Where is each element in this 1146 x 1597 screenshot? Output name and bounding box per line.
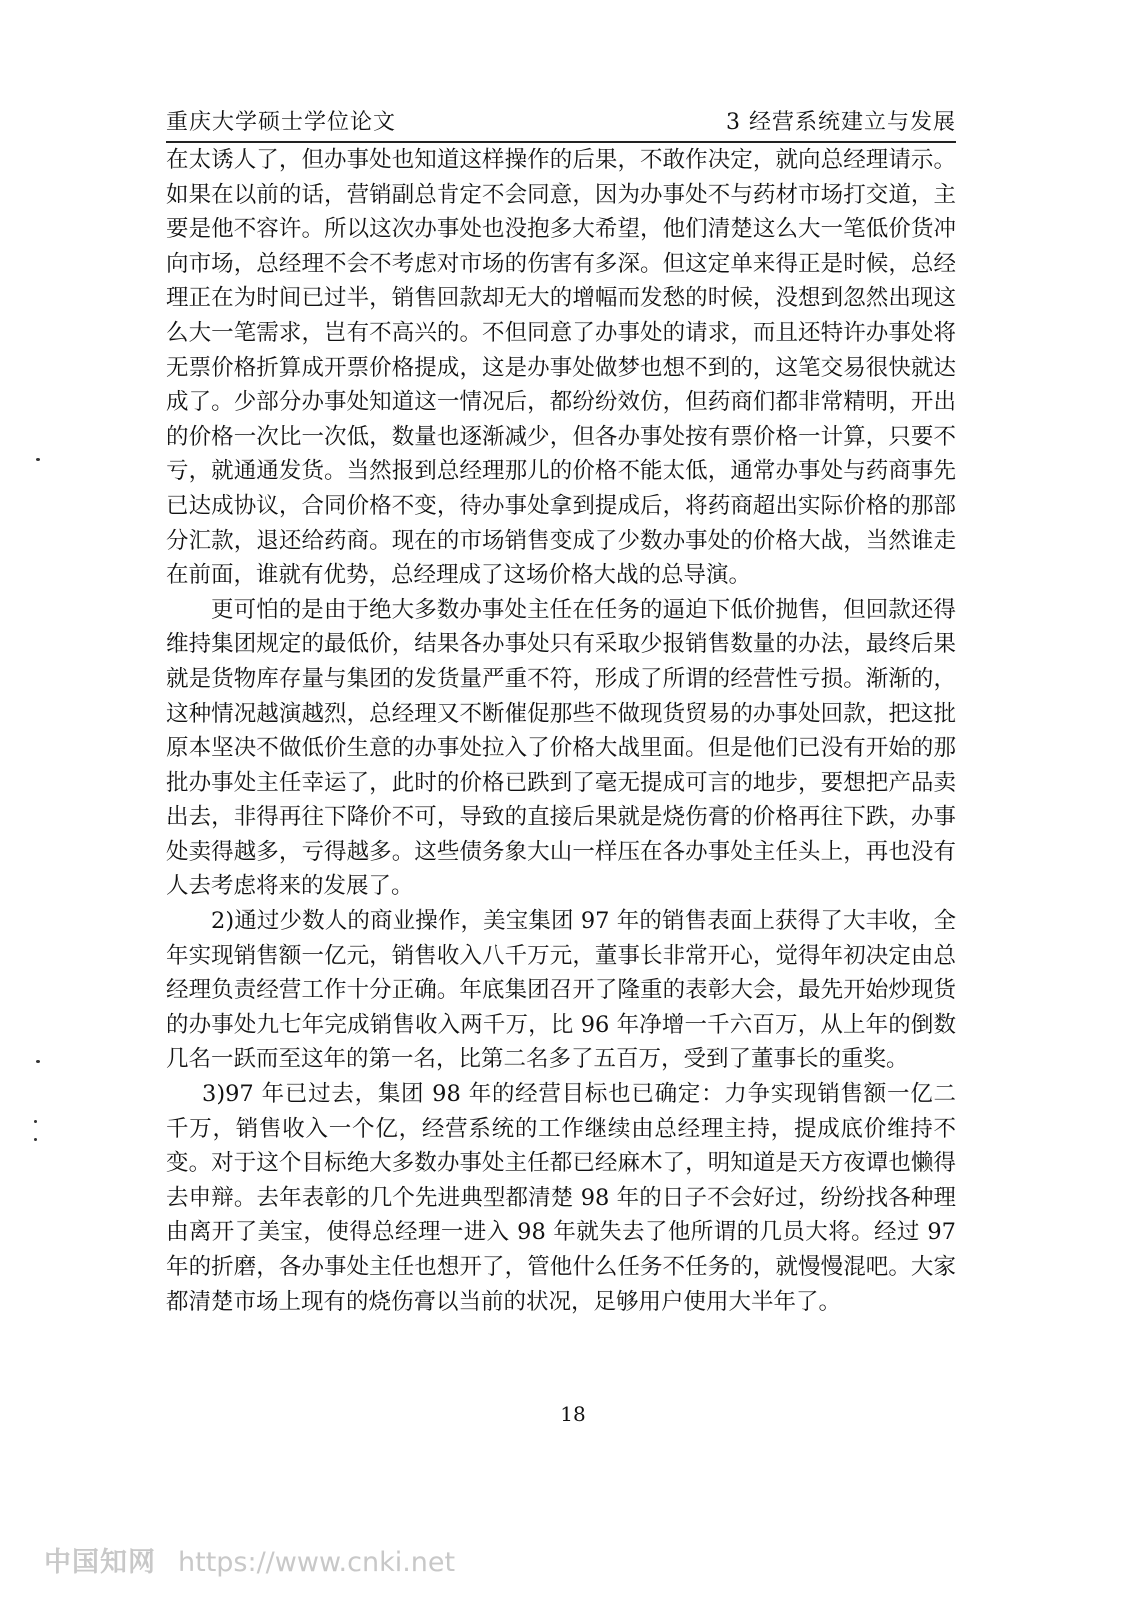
header-thesis-title: 重庆大学硕士学位论文 <box>166 110 397 135</box>
scan-speck <box>36 1060 40 1063</box>
paragraph: 在太诱人了，但办事处也知道这样操作的后果，不敢作决定，就向总经理请示。如果在以前的话，营销副总肯定不会同意，因为办事处不与药材市场打交道，主要是他不容许。所以这次办事处也没抱多大希望，他们清楚这么大一笔低价货冲向市场，总经理不会不考虑对市场的伤害有多深。但这定单来得正是时候，总经理正在为时间已过半，销售回款却无大的增幅而发愁的时候，没想到忽然出现这么大一笔需求，岂有不高兴的。不但同意了办事处的请求，而且还特许办事处将无票价格折算成开票价格提成，这是办事处做梦也想不到的，这笔交易很快就达成了。少部分办事处知道这一情况后，都纷纷效仿，但药商们都非常精明，开出的价格一次比一次低，数量也逐渐减少，但各办事处按有票价格一计算，只要不亏，就通通发货。当然报到总经理那儿的价格不能太低，通常办事处与药商事先已达成协议，合同价格不变，待办事处拿到提成后，将药商超出实际价格的那部分汇款，退还给药商。现在的市场销售变成了少数办事处的价格大战，当然谁走在前面，谁就有优势，总经理成了这场价格大战的总导演。 <box>166 147 956 589</box>
scan-speck <box>34 1138 37 1141</box>
body-text <box>166 143 956 1319</box>
paragraph: 2)通过少数人的商业操作，美宝集团 97 年的销售表面上获得了大丰收，全年实现销售额一亿元，销售收入八千万元，董事长非常开心，觉得年初决定由总经理负责经营工作十分正确。年底集团召开了隆重的表彰大会，最先开始炒现货的办事处九七年完成销售收入两千万，比 96 年净增一千六百万，从上年的倒数几名一跃而至这年的第一名，比第二名多了五百万，受到了董事长的重奖。 <box>166 908 956 1073</box>
paragraph: 更可怕的是由于绝大多数办事处主任在任务的逼迫下低价抛售，但回款还得维持集团规定的最低价，结果各办事处只有采取少报销售数量的办法，最终后果就是货物库存量与集团的发货量严重不符，形成了所谓的经营性亏损。渐渐的，这种情况越演越烈，总经理又不断催促那些不做现货贸易的办事处回款，把这批原本坚决不做低价生意的办事处拉入了价格大战里面。但是他们已没有开始的那批办事处主任幸运了，此时的价格已跌到了毫无提成可言的地步，要想把产品卖出去，非得再往下降价不可，导致的直接后果就是烧伤膏的价格再往下跌，办事处卖得越多，亏得越多。这些债务象大山一样压在各办事处主任头上，再也没有人去考虑将来的发展了。 <box>166 596 956 900</box>
running-header <box>166 101 956 143</box>
header-chapter-title: 3 经营系统建立与发展 <box>726 110 956 135</box>
watermark-logo: 中国知网 <box>44 1547 156 1578</box>
watermark-url: https://www.cnki.net <box>178 1547 456 1578</box>
page-number: 18 <box>560 1402 586 1426</box>
watermark <box>44 1540 455 1579</box>
scan-speck <box>36 458 40 461</box>
scan-speck <box>34 1120 37 1123</box>
paragraph: 3)97 年已过去，集团 98 年的经营目标也已确定：力争实现销售额一亿二千万，销售收入一个亿，经营系统的工作继续由总经理主持，提成底价维持不变。对于这个目标绝大多数办事处主任都已经麻木了，明知道是天方夜谭也懒得去申辩。去年表彰的几个先进典型都清楚 98 年的日子不会好过，纷纷找各种理由离开了美宝，使得总经理一进入 98 年就失去了他所谓的几员大将。经过 97 年的折磨，各办事处主任也想开了，管他什么任务不任务的，就慢慢混吧。大家都清楚市场上现有的烧伤膏以当前的状况，足够用户使用大半年了。 <box>166 1081 956 1315</box>
